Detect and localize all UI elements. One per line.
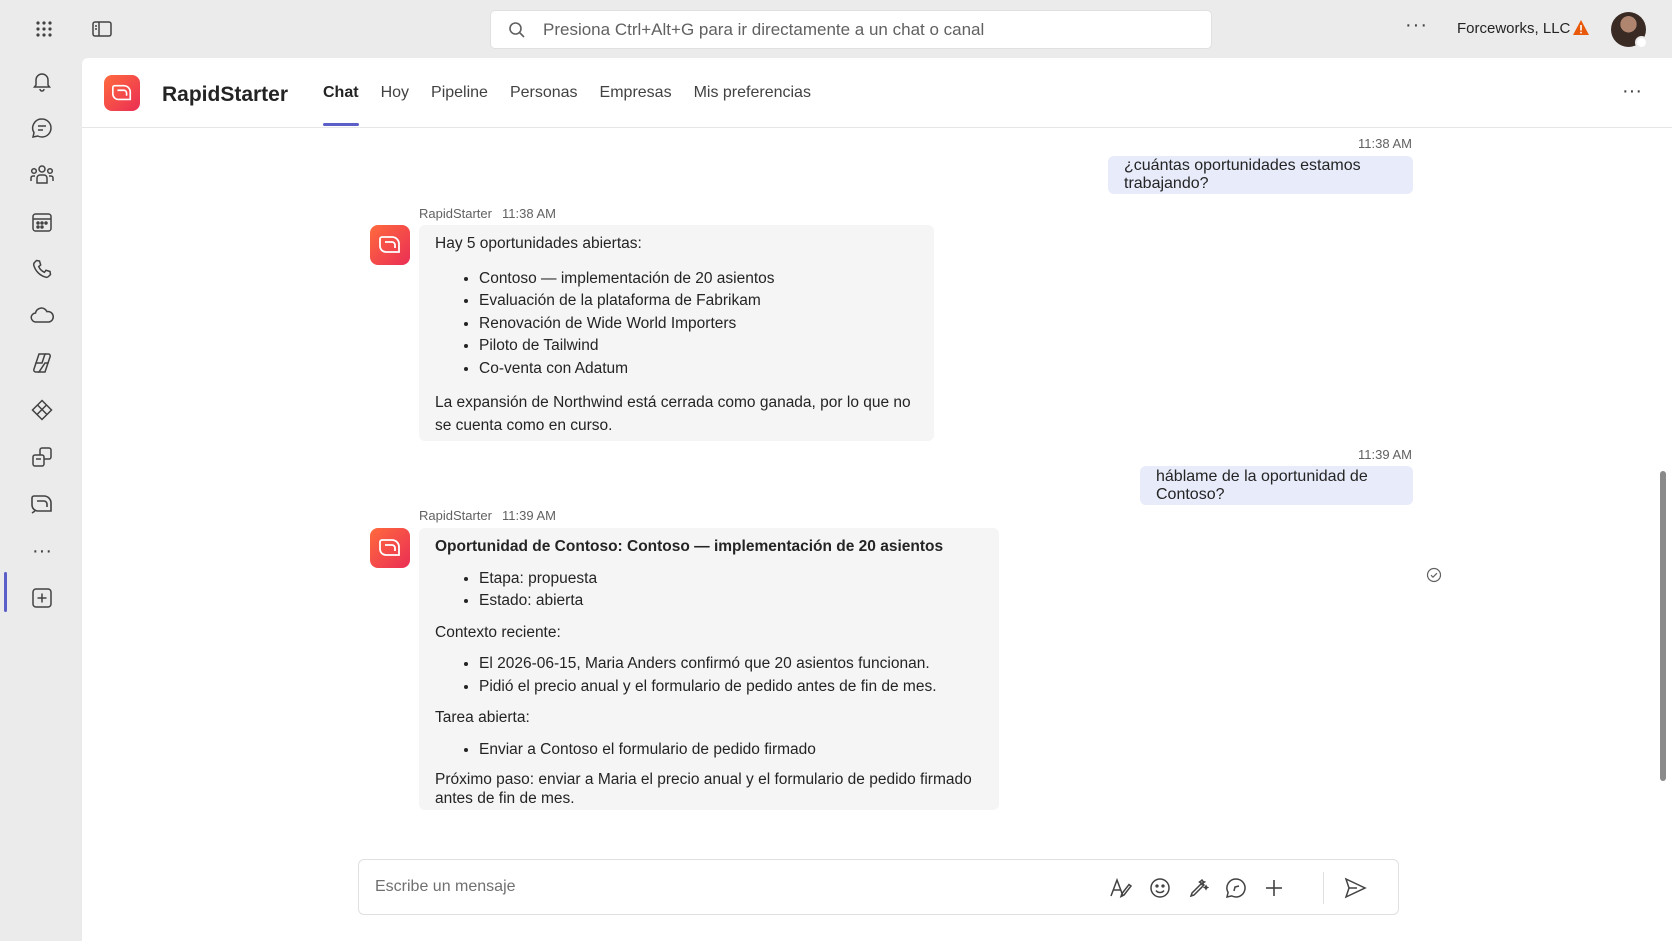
- list-item: • Etapa: propuesta: [479, 568, 983, 591]
- app-title: RapidStarter: [162, 83, 289, 106]
- message-footer: La expansión de Northwind está cerrada como ganada, por lo que no se cuenta como en curso.: [435, 394, 911, 434]
- message-timestamp: 11:38 AM: [501, 206, 556, 221]
- list-item: • Renovación de Wide World Importers: [479, 313, 918, 336]
- store-icon[interactable]: [22, 437, 62, 477]
- list-item: • Enviar a Contoso el formulario de pedido firmado: [479, 739, 983, 762]
- context-label: Contexto reciente:: [435, 623, 561, 641]
- settings-more-button[interactable]: ···: [1405, 14, 1428, 36]
- tab-mis-preferencias[interactable]: Mis preferencias: [693, 84, 811, 101]
- task-label: Tarea abierta:: [435, 709, 530, 726]
- add-icon[interactable]: [1260, 874, 1288, 902]
- tab-pipeline[interactable]: Pipeline: [431, 84, 488, 101]
- chat-icon[interactable]: [22, 108, 62, 148]
- rapidstarter-icon[interactable]: [22, 484, 62, 524]
- org-name[interactable]: Forceworks, LLC: [1457, 20, 1571, 37]
- app-header: [82, 58, 1672, 128]
- warning-icon[interactable]: [1572, 19, 1590, 37]
- message-composer: [358, 859, 1399, 915]
- main-panel: [82, 58, 1672, 941]
- active-indicator: [4, 572, 7, 612]
- copilot-prompt-icon[interactable]: [1222, 874, 1250, 902]
- opportunity-list: [479, 268, 918, 381]
- message-intro: Hay 5 oportunidades abiertas:: [435, 235, 642, 252]
- tab-empresas[interactable]: Empresas: [599, 84, 672, 101]
- status-list: [479, 568, 983, 613]
- list-item: • Pidió el precio anual y el formulario de pedido antes de fin de mes.: [479, 676, 983, 699]
- message-timestamp: 11:39 AM: [501, 508, 556, 523]
- my-message[interactable]: [1140, 466, 1413, 505]
- apps-icon[interactable]: [22, 390, 62, 430]
- task-list: [479, 739, 983, 762]
- list-item: • El 2026-06-15, Maria Anders confirmó que 20 asientos funcionan.: [479, 653, 983, 676]
- calendar-icon[interactable]: [22, 202, 62, 242]
- message-meta: [419, 206, 556, 221]
- sender-name: RapidStarter: [419, 206, 492, 221]
- format-icon[interactable]: [1107, 874, 1135, 902]
- presence-icon: [1635, 36, 1648, 49]
- more-apps-icon[interactable]: ···: [32, 539, 52, 562]
- list-item: • Co-venta con Adatum: [479, 358, 918, 381]
- sender-name: RapidStarter: [419, 508, 492, 523]
- tab-chat[interactable]: Chat: [312, 58, 370, 128]
- bot-message[interactable]: [419, 225, 934, 441]
- tab-personas[interactable]: Personas: [509, 84, 578, 101]
- message-meta: [419, 508, 556, 523]
- list-item: • Estado: abierta: [479, 590, 983, 613]
- app-rail: [0, 58, 82, 941]
- add-app-icon[interactable]: [22, 578, 62, 618]
- rapidstarter-logo-icon: [104, 75, 140, 111]
- next-step: Próximo paso: enviar a Maria el precio anual y el formulario de pedido firmado antes de fin de mes.: [435, 771, 972, 807]
- title-bar: [0, 0, 1672, 58]
- chat-scrollbar[interactable]: [1660, 471, 1666, 781]
- app-more-button[interactable]: ···: [1622, 80, 1642, 102]
- teams-icon[interactable]: [22, 155, 62, 195]
- app-tabs: [312, 58, 822, 128]
- activity-bell-icon[interactable]: [22, 61, 62, 101]
- sidebar-toggle-icon[interactable]: [86, 14, 118, 44]
- message-text: háblame de la oportunidad de Contoso?: [1156, 467, 1368, 503]
- composer-divider: [1323, 872, 1324, 904]
- onedrive-icon[interactable]: [22, 296, 62, 336]
- tab-hoy[interactable]: Hoy: [380, 84, 410, 101]
- list-item: • Contoso — implementación de 20 asientos: [479, 268, 918, 291]
- search-icon: [491, 21, 543, 39]
- app-launcher-icon[interactable]: [28, 14, 60, 44]
- search-box[interactable]: [490, 10, 1212, 49]
- send-icon[interactable]: [1341, 874, 1369, 902]
- context-list: [479, 653, 983, 698]
- bot-avatar-icon[interactable]: [370, 225, 410, 265]
- search-input[interactable]: [543, 20, 1183, 40]
- message-input[interactable]: [359, 878, 1089, 896]
- calls-icon[interactable]: [22, 249, 62, 289]
- bot-message[interactable]: [419, 528, 999, 810]
- read-receipt-icon: [1426, 567, 1442, 583]
- message-timestamp: 11:38 AM: [1358, 136, 1412, 151]
- my-message[interactable]: [1108, 156, 1413, 194]
- list-item: • Evaluación de la plataforma de Fabrikam: [479, 290, 918, 313]
- emoji-icon[interactable]: [1146, 874, 1174, 902]
- copilot-icon[interactable]: [22, 343, 62, 383]
- opportunity-title: Oportunidad de Contoso: Contoso — implementación de 20 asientos: [435, 538, 944, 555]
- message-text: ¿cuántas oportunidades estamos trabajando?: [1124, 157, 1361, 192]
- message-timestamp: 11:39 AM: [1358, 447, 1412, 462]
- avatar[interactable]: [1611, 12, 1646, 47]
- loop-icon[interactable]: [1184, 874, 1212, 902]
- chat-thread: [82, 129, 1672, 913]
- list-item: • Piloto de Tailwind: [479, 335, 918, 358]
- bot-avatar-icon[interactable]: [370, 528, 410, 568]
